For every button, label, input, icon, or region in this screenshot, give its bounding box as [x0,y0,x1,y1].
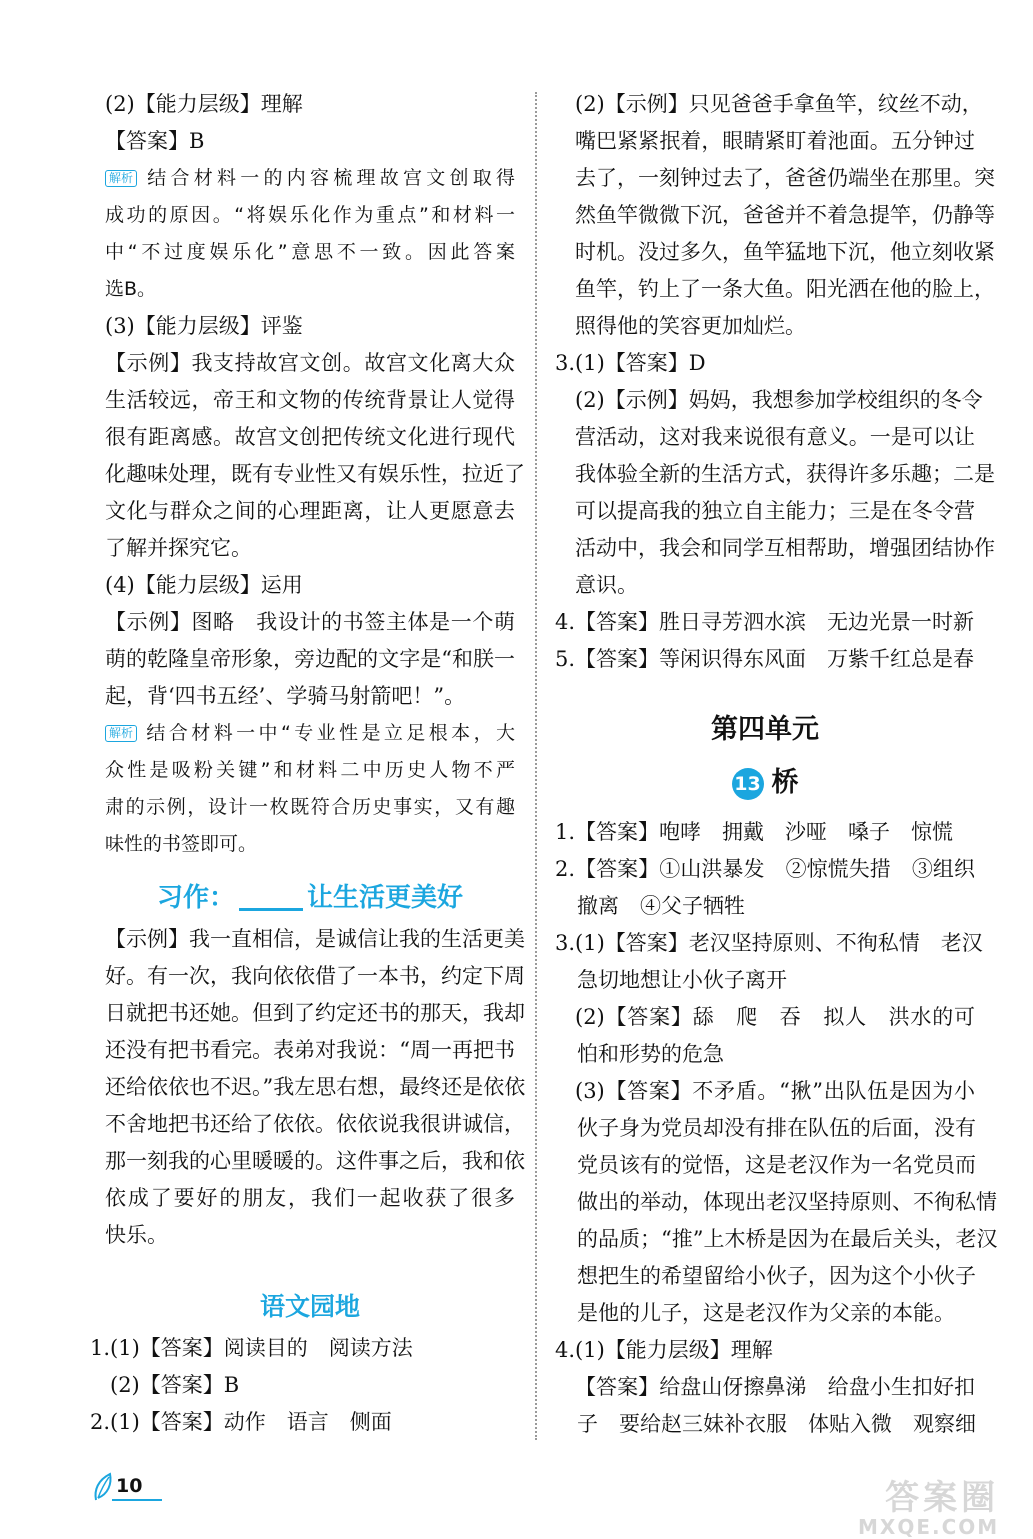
text-line [105,345,515,382]
text-line [105,752,515,789]
text-line [105,160,515,197]
line-text: 成功的原因。“将娱乐化作为重点”和材料一 [105,204,515,226]
essay-line: 还没有把书看完。表弟对我说：“周一再把书 [105,1038,515,1062]
essay-line: 那一刻我的心里暖暖的。这件事之后，我和依 [105,1149,525,1173]
watermark-text: 答案圈 [885,1478,1000,1518]
essay-line: 不舍地把书还给了依依。依依说我很讲诚信， [105,1112,525,1136]
line-text: 5.【答案】等闲识得东风面 万紫千红总是春 [555,647,975,671]
text-line [555,1369,975,1406]
essay-blank-line [239,886,303,911]
essay-line: 快乐。 [105,1223,168,1247]
garden-answers [90,1330,515,1441]
line-text: 鱼竿，钓上了一条大鱼。阳光洒在他的脸上， [575,277,995,301]
line-text: 意识。 [575,573,638,597]
left-column [90,86,526,1441]
line-text: 【答案】给盘山伢擦鼻涕 给盘小生扣好扣 [575,1375,975,1399]
essay-line: 好。有一次，我向依依借了一本书，约定下周 [105,964,525,988]
text-line [555,493,975,530]
line-text: (4)【能力层级】运用 [105,573,303,597]
line-text: 做出的举动，体现出老汉坚持原则、不徇私情 [577,1190,997,1214]
text-line [555,271,995,308]
page-number: 10 [116,1475,143,1497]
text-line [105,641,515,678]
line-text: 选B。 [105,278,157,300]
line-text: 可以提高我的独立自主能力；三是在冬令营 [575,499,975,523]
line-text: 【示例】我支持故宫文创。故宫文化离大众 [105,351,515,375]
text-line [105,604,515,641]
text-line [555,1110,975,1147]
essay-body [105,921,526,1254]
watermark-url: MXQE.COM [858,1515,1000,1539]
text-line [555,1036,975,1073]
line-text: 怕和形势的危急 [577,1042,724,1066]
left-answer-lines [105,86,525,863]
line-text: 4.【答案】胜日寻芳泗水滨 无边光景一时新 [555,610,975,634]
text-line [105,493,515,530]
essay-heading-suffix: 让生活更美好 [307,883,464,913]
line-text: 子 要给赵三妹补衣服 体贴入微 观察细 [577,1412,976,1436]
text-line [555,925,983,962]
text-line [555,851,975,888]
line-text: (3)【能力层级】评鉴 [105,314,303,338]
text-line [105,234,515,271]
line-text: (2)【示例】只见爸爸手拿鱼竿，纹丝不动， [575,92,983,116]
lesson-heading [555,758,975,808]
text-line [105,567,515,604]
text-line [105,86,515,123]
line-text: 是他的儿子，这是老汉作为父亲的本能。 [577,1301,955,1325]
line-text: 3.(1)【答案】老汉坚持原则、不徇私情 老汉 [555,931,983,955]
line-text: 味性的书签即可。 [105,833,258,855]
line-text: 肃的示例，设计一枚既符合历史事实，又有趣 [105,796,515,818]
line-text: 照得他的笑容更加灿烂。 [575,314,806,338]
line-text: 起，背‘四书五经’、学骑马射箭吧！”。 [105,684,466,708]
line-text: 化趣味处理，既有专业性又有娱乐性，拉近了 [105,462,525,486]
footer-rule [112,1499,162,1501]
line-text: 急切地想让小伙子离开 [577,968,787,992]
line-text: 想把生的希望留给小伙子，因为这个小伙子 [577,1264,976,1288]
text-line [555,1406,975,1443]
text-line [105,271,515,308]
text-line [555,604,975,641]
line-text: 营活动，这对我来说很有意义。一是可以让 [575,425,975,449]
text-line [105,715,515,752]
line-text: 4.(1)【能力层级】理解 [555,1338,773,1362]
essay-line: 还给依依也不迟。”我左思右想，最终还是依依 [105,1075,526,1099]
text-line [90,1367,515,1404]
line-text: 1.【答案】咆哮 拥戴 沙哑 嗓子 惊慌 [555,820,954,844]
text-line [105,678,515,715]
line-text: 很有距离感。故宫文创把传统文化进行现代 [105,425,515,449]
line-text: 众性是吸粉关键”和材料二中历史人物不严 [105,759,515,781]
essay-heading-prefix: 习作： [156,883,235,913]
text-line [555,1147,975,1184]
text-line [105,419,515,456]
line-text: 伙子身为党员却没有排在队伍的后面，没有 [577,1116,976,1140]
text-line [90,1330,515,1367]
line-text: 文化与群众之间的心理距离，让人更愿意去 [105,499,515,523]
text-line [555,567,975,604]
line-text: (3)【答案】不矛盾。“揪”出队伍是因为小 [575,1079,975,1103]
text-line [555,308,975,345]
essay-line: 【示例】我一直相信，是诚信让我的生活更美 [105,927,525,951]
line-text: 中“不过度娱乐化”意思不一致。因此答案 [105,241,515,263]
unit-title: 第四单元 [711,714,819,745]
line-text: 的品质；“推”上木桥是因为在最后关头，老汉 [577,1227,998,1251]
line-text: 时机。没过多久，鱼竿猛地下沉，他立刻收紧 [575,240,995,264]
text-line [555,1258,975,1295]
essay-heading [105,875,515,921]
garden-heading: 语文园地 [259,1292,360,1321]
text-line [555,345,975,382]
watermark [858,1470,999,1539]
text-line [555,123,975,160]
line-text: 萌的乾隆皇帝形象，旁边配的文字是“和朕一 [105,647,515,671]
lesson-title: 桥 [771,767,799,798]
text-line [105,456,525,493]
text-line [555,197,995,234]
essay-line: 日就把书还她。但到了约定还书的那天，我却 [105,1001,525,1025]
line-text: 嘴巴紧紧抿着，眼睛紧盯着池面。五分钟过 [575,129,975,153]
line-text: 【示例】图略 我设计的书签主体是一个萌 [105,610,515,634]
line-text: 3.(1)【答案】D [555,351,706,375]
analysis-tag: 解析 [105,170,137,187]
text-line [555,962,975,999]
line-text: 去了，一刻钟过去了，爸爸仍端坐在那里。突 [575,166,995,190]
line-text: 生活较远，帝王和文物的传统背景让人觉得 [105,388,515,412]
essay-line: 依成了要好的朋友，我们一起收获了很多 [105,1186,515,1210]
line-text: 2.(1)【答案】动作 语言 侧面 [90,1410,392,1434]
right-column [555,86,998,1443]
text-line [105,123,515,160]
leaf-icon [92,1472,114,1502]
text-line [105,530,515,567]
line-text: (2)【能力层级】理解 [105,92,303,116]
text-line [555,1184,997,1221]
line-text: (2)【答案】B [110,1373,240,1397]
text-line [555,641,975,678]
text-line [555,160,995,197]
line-text: 结合材料一中“专业性是立足根本，大 [143,722,515,744]
line-text: (2)【示例】妈妈，我想参加学校组织的冬令 [575,388,983,412]
text-line [105,826,515,863]
text-line [105,308,515,345]
lesson-answers [555,814,998,1443]
line-text: 结合材料一的内容梳理故宫文创取得 [143,167,515,189]
line-text: (2)【答案】舔 爬 吞 拟人 洪水的可 [575,1005,975,1029]
line-text: 然鱼竿微微下沉，爸爸并不着急提竿，仍静等 [575,203,995,227]
text-line [555,888,975,925]
text-line [555,999,975,1036]
right-answer-lines [555,86,995,678]
line-text: 1.(1)【答案】阅读目的 阅读方法 [90,1336,413,1360]
text-line [555,530,995,567]
column-divider [535,92,537,1440]
lesson-number-badge: 13 [732,768,764,800]
text-line [555,234,995,271]
text-line [555,1073,975,1110]
line-text: 活动中，我会和同学互相帮助，增强团结协作 [575,536,995,560]
text-line [555,814,975,851]
text-line [555,419,975,456]
text-line [105,789,515,826]
line-text: 撤离 ④父子牺牲 [577,894,745,918]
line-text: 2.【答案】①山洪暴发 ②惊慌失措 ③组织 [555,857,975,881]
line-text: 我体验全新的生活方式，获得许多乐趣；二是 [575,462,995,486]
analysis-tag: 解析 [105,725,137,742]
line-text: 党员该有的觉悟，这是老汉作为一名党员而 [577,1153,976,1177]
text-line [90,1404,515,1441]
text-line [105,197,515,234]
text-line [555,86,983,123]
text-line [555,1221,998,1258]
text-line [555,1332,975,1369]
text-line [105,382,515,419]
text-line [555,382,983,419]
text-line [555,1295,975,1332]
line-text: 【答案】B [105,129,205,153]
line-text: 了解并探究它。 [105,536,252,560]
text-line [555,456,995,493]
